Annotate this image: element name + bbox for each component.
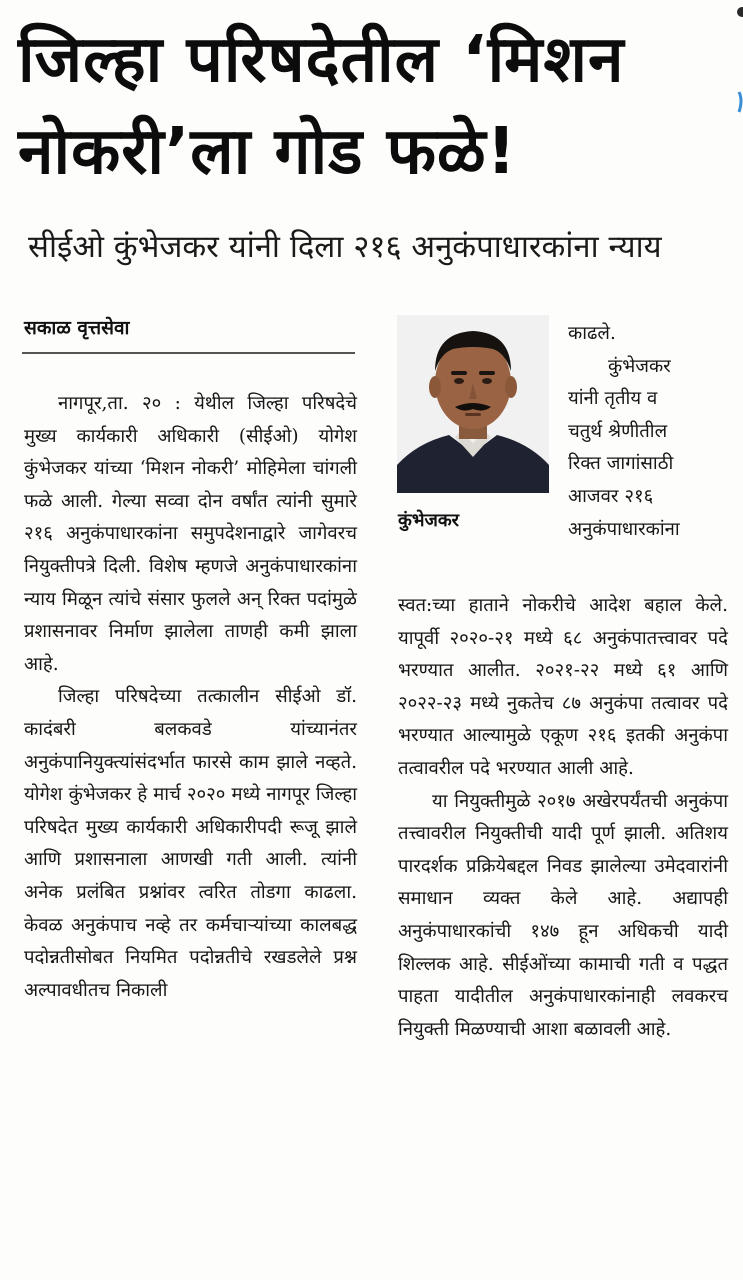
portrait-photo [397,315,549,493]
text-line: कुंभेजकर [608,355,671,377]
right-column [398,590,728,1046]
wrap-column [568,318,728,546]
subheadline: सीईओ कुंभेजकर यांनी दिला २१६ अनुकंपाधारकांना न्याय [28,229,662,265]
text-line: रिक्त जागांसाठी [568,453,674,475]
portrait-illustration [397,315,549,493]
text-line: यांनी तृतीय व [568,388,658,410]
photo-caption: कुंभेजकर [398,510,460,531]
byline: सकाळ वृत्तसेवा [24,317,130,339]
edge-decoration [730,0,743,130]
text-line: आजवर २१६ [568,485,654,507]
byline-rule [22,352,355,354]
headline: जिल्हा परिषदेतील ‘मिशन नोकरी’ला गोड फळे! [18,23,625,189]
text-line: अनुकंपाधारकांना [568,518,680,540]
paragraph: स्वत:च्या हाताने नोकरीचे आदेश बहाल केले. यापूर्वी २०२०-२१ मध्ये ६८ अनुकंपातत्त्वावर पदे भरण्यात आलीत. २०२१-२२ मध्ये ६१ आणि २०२२-२३ मध्ये नुकतेच ८७ अनुकंपा तत्वावर पदे भरण्यात आल्यामुळे एकूण २१६ इतकी अनुकंपा तत्वावरील पदे भरण्यात आली आहे. [398,595,728,779]
paragraph: नागपूर,ता. २० : येथील जिल्हा परिषदेचे मुख्य कार्यकारी अधिकारी (सीईओ) योगेश कुंभेजकर यांच्या ‘मिशन नोकरी’ मोहिमेला चांगली फळे आली. गेल्या सव्वा दोन वर्षांत त्यांनी सुमारे २१६ अनुकंपाधारकांना समुपदेशनाद्वारे जागेवरच नियुक्तीपत्रे दिली. विशेष म्हणजे अनुकंपाधारकांना न्याय मिळून त्यांचे संसार फुलले अन् रिक्त पदांमुळे प्रशासनावर निर्माण झालेला ताणही कमी झाला आहे. [24,393,357,675]
left-column [24,388,357,1007]
text-line: चतुर्थ श्रेणीतील [568,420,668,442]
paragraph: जिल्हा परिषदेच्या तत्कालीन सीईओ डॉ. कादंबरी बलकवडे यांच्यानंतर अनुकंपानियुक्त्यांसंदर्भात फारसे काम झाले नव्हते. योगेश कुंभेजकर हे मार्च २०२० मध्ये नागपूर जिल्हा परिषदेत मुख्य कार्यकारी अधिकारीपदी रूजू झाले आणि प्रशासनाला आणखी गती आली. त्यांनी अनेक प्रलंबित प्रश्नांवर त्वरित तोडगा काढला. केवळ अनुकंपाच नव्हे तर कर्मचाऱ्यांच्या कालबद्ध पदोन्नतीसोबत नियमित पदोन्नतीचे रखडलेले प्रश्न अल्पावधीतच निकाली [24,686,357,1001]
text-line: काढले. [568,323,616,344]
paragraph: या नियुक्तीमुळे २०१७ अखेरपर्यंतची अनुकंपा तत्त्वावरील नियुक्तीची यादी पूर्ण झाली. अतिशय पारदर्शक प्रक्रियेबद्दल निवड झालेल्या उमेदवारांनी समाधान व्यक्त केले आहे. अद्यापही अनुकंपाधारकांची १४७ हून अधिकची यादी शिल्लक आहे. सीईओंच्या कामाची गती व पद्धत पाहता यादीतील अनुकंपाधारकांनाही लवकरच नियुक्ती मिळण्याची आशा बळावली आहे. [398,790,728,1040]
